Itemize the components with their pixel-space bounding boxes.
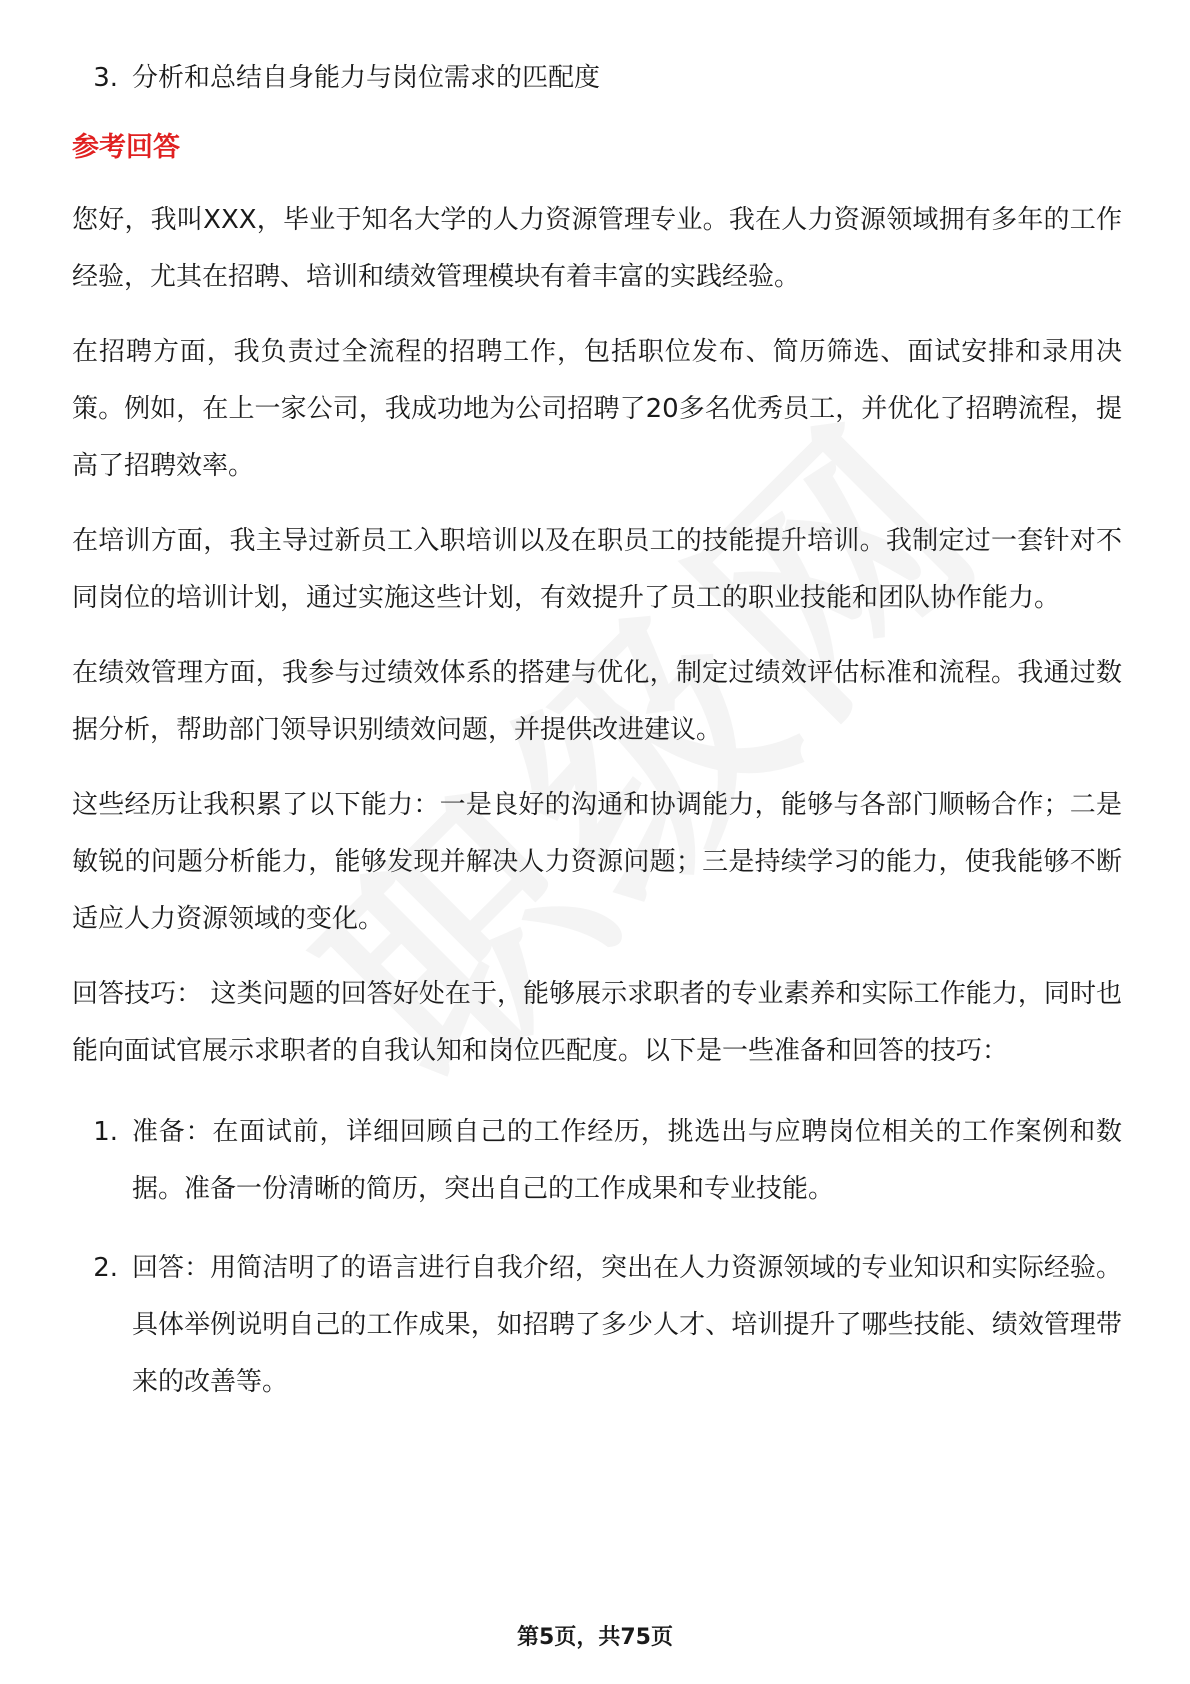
answer-paragraph-performance: 在绩效管理方面，我参与过绩效体系的搭建与优化，制定过绩效评估标准和流程。我通过数据分析，帮助部门领导识别绩效问题，并提供改进建议。 xyxy=(72,658,1122,745)
answer-paragraph-intro: 您好，我叫XXX，毕业于知名大学的人力资源管理专业。我在人力资源领域拥有多年的工作经验，尤其在招聘、培训和绩效管理模块有着丰富的实践经验。 xyxy=(72,205,1122,292)
answer-paragraph-training: 在培训方面，我主导过新员工入职培训以及在职员工的技能提升培训。我制定过一套针对不同岗位的培训计划，通过实施这些计划，有效提升了员工的职业技能和团队协作能力。 xyxy=(72,526,1122,613)
answer-tips-intro: 回答技巧： 这类问题的回答好处在于，能够展示求职者的专业素养和实际工作能力，同时也能向面试官展示求职者的自我认知和岗位匹配度。以下是一些准备和回答的技巧： xyxy=(72,979,1122,1066)
list-item xyxy=(72,1240,1122,1411)
tips-list xyxy=(72,1104,1122,1411)
question-number: 3. xyxy=(93,63,118,93)
question-item xyxy=(72,56,1122,100)
page-content xyxy=(72,56,1122,1433)
list-item-text: 准备：在面试前，详细回顾自己的工作经历，挑选出与应聘岗位相关的工作案例和数据。准备一份清晰的简历，突出自己的工作成果和专业技能。 xyxy=(132,1117,1122,1204)
page-footer: 第5页，共75页 xyxy=(517,1625,673,1650)
list-item xyxy=(72,1104,1122,1218)
reference-answer-heading: 参考回答 xyxy=(72,132,180,163)
list-item-text: 回答：用简洁明了的语言进行自我介绍，突出在人力资源领域的专业知识和实际经验。具体举例说明自己的工作成果，如招聘了多少人才、培训提升了哪些技能、绩效管理带来的改善等。 xyxy=(132,1253,1122,1397)
question-text: 分析和总结自身能力与岗位需求的匹配度 xyxy=(132,63,601,93)
list-item-number: 1. xyxy=(93,1117,118,1147)
list-item-number: 2. xyxy=(93,1253,118,1283)
answer-paragraph-recruitment: 在招聘方面，我负责过全流程的招聘工作，包括职位发布、简历筛选、面试安排和录用决策。例如，在上一家公司，我成功地为公司招聘了20多名优秀员工，并优化了招聘流程，提高了招聘效率。 xyxy=(72,337,1122,481)
answer-paragraph-abilities: 这些经历让我积累了以下能力：一是良好的沟通和协调能力，能够与各部门顺畅合作；二是敏锐的问题分析能力，能够发现并解决人力资源问题；三是持续学习的能力，使我能够不断适应人力资源领域的变化。 xyxy=(72,790,1122,934)
